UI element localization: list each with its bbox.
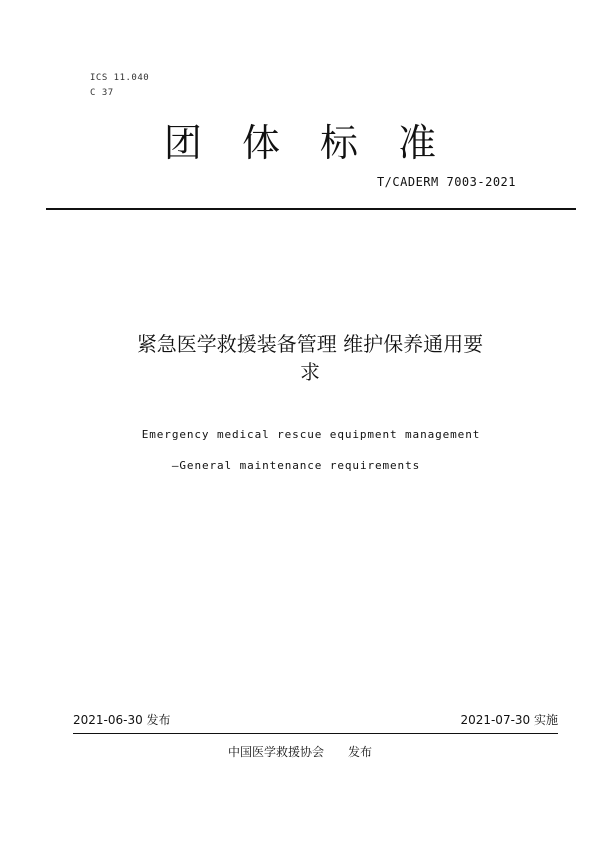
standard-type-heading: 团 体 标 准	[163, 121, 451, 165]
title-chinese	[80, 330, 540, 386]
publisher-line	[228, 743, 372, 760]
ics-code: ICS 11.040	[90, 73, 150, 83]
title-chinese-line-1: 紧急医学救援装备管理 维护保养通用要	[136, 332, 484, 356]
issue-date: 2021-06-30 发布	[73, 713, 171, 727]
title-english-line-2: —General maintenance requirements	[171, 459, 421, 472]
header-divider	[46, 208, 576, 210]
standard-number: T/CADERM 7003-2021	[376, 175, 516, 189]
publisher-name: 中国医学救援协会	[228, 745, 325, 759]
footer-divider	[73, 733, 558, 734]
implementation-date: 2021-07-30 实施	[460, 713, 558, 727]
ccs-code: C 37	[90, 88, 114, 98]
publish-label: 发布	[348, 745, 373, 759]
title-english-line-1: Emergency medical rescue equipment management	[141, 428, 481, 441]
title-chinese-line-2: 求	[300, 360, 320, 384]
